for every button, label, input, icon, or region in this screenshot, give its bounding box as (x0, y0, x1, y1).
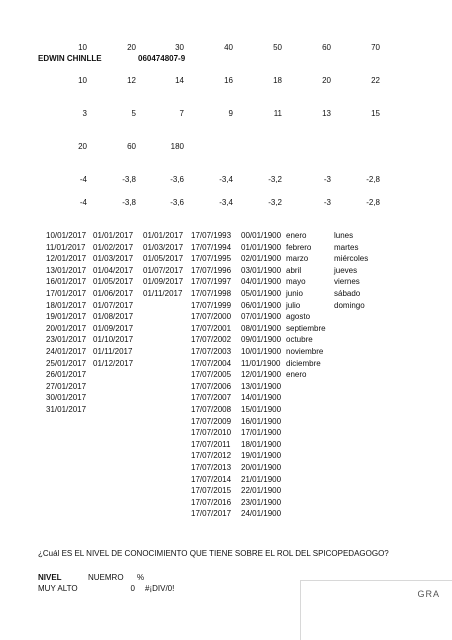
date-cell-col1: 19/01/2017 (46, 312, 87, 322)
date-cell-col5: 13/01/1900 (241, 381, 282, 391)
date-cell-col1: 20/01/2017 (46, 323, 87, 333)
top-number-cell: 70 (371, 43, 380, 52)
month-name: noviembre (286, 347, 324, 356)
number-cell: 20 (78, 142, 87, 151)
date-cell-col4: 17/07/2006 (191, 381, 232, 391)
top-number-cell: 50 (273, 43, 282, 52)
date-cell-col2: 01/07/2017 (93, 300, 134, 310)
month-name: diciembre (286, 358, 321, 368)
number-cell: -3,6 (170, 198, 184, 207)
date-cell-col4: 17/07/1996 (191, 265, 232, 275)
date-cell-col2: 01/03/2017 (93, 254, 134, 264)
date-cell-col1: 26/01/2017 (46, 370, 87, 380)
date-cell-col5: 19/01/1900 (241, 451, 282, 461)
number-cell: 9 (228, 109, 233, 118)
weekday-name: jueves (334, 265, 358, 275)
date-cell-col3: 01/03/2017 (143, 242, 184, 252)
date-cell-col1: 27/01/2017 (46, 381, 87, 391)
date-cell-col4: 17/07/2011 (191, 439, 231, 449)
date-cell-col4: 17/07/1998 (191, 289, 232, 298)
date-cell-col1: 18/01/2017 (46, 300, 87, 310)
date-cell-col4: 17/07/2002 (191, 335, 232, 345)
month-name: enero (286, 370, 307, 380)
month-name: julio (286, 300, 301, 310)
month-name: octubre (286, 335, 313, 345)
date-cell-col1: 17/01/2017 (46, 289, 87, 298)
date-cell-col1: 30/01/2017 (46, 393, 87, 403)
date-cell-col3: 01/01/2017 (143, 231, 184, 240)
date-cell-col5: 02/01/1900 (241, 254, 282, 264)
date-cell-col5: 05/01/1900 (241, 289, 282, 298)
number-cell: -2,8 (366, 198, 380, 207)
date-cell-col2: 01/08/2017 (93, 312, 134, 322)
date-cell-col4: 17/07/2012 (191, 451, 232, 461)
number-cell: -3,4 (219, 198, 233, 207)
date-cell-col4: 17/07/2008 (191, 405, 232, 414)
number-cell: 20 (322, 76, 331, 85)
date-cell-col2: 01/02/2017 (93, 242, 134, 252)
date-cell-col5: 06/01/1900 (241, 300, 282, 310)
date-cell-col4: 17/07/2001 (191, 323, 232, 333)
date-cell-col4: 17/07/2000 (191, 312, 232, 322)
date-cell-col2: 01/01/2017 (93, 231, 134, 240)
date-cell-col5: 01/01/1900 (241, 242, 282, 252)
number-cell: 18 (273, 76, 282, 85)
top-number-cell: 40 (224, 43, 233, 52)
number-cell: 16 (224, 76, 233, 85)
date-cell-col5: 22/01/1900 (241, 486, 282, 496)
date-cell-col5: 23/01/1900 (241, 497, 282, 507)
date-cell-col2: 01/10/2017 (93, 335, 134, 345)
weekday-name: viernes (334, 277, 360, 287)
date-cell-col1: 31/01/2017 (46, 405, 87, 414)
date-cell-col4: 17/07/2016 (191, 497, 232, 507)
date-cell-col1: 23/01/2017 (46, 335, 87, 345)
number-cell: -3,8 (122, 198, 136, 207)
date-cell-col4: 17/07/2005 (191, 370, 232, 380)
table-row-numero: 0 (130, 584, 135, 593)
month-name: febrero (286, 242, 312, 252)
date-cell-col4: 17/07/1993 (191, 231, 232, 240)
table-header-numero: NUEMRO (88, 573, 124, 582)
date-cell-col5: 09/01/1900 (241, 335, 282, 345)
date-cell-col4: 17/07/2014 (191, 474, 232, 484)
number-cell: 11 (273, 109, 282, 118)
chart-title: GRA (417, 589, 440, 599)
month-name: agosto (286, 312, 311, 322)
weekday-name: miércoles (334, 254, 369, 264)
date-cell-col5: 18/01/1900 (241, 439, 282, 449)
top-number-cell: 60 (322, 43, 331, 52)
date-cell-col1: 13/01/2017 (46, 265, 87, 275)
month-name: marzo (286, 254, 309, 264)
number-cell: 10 (78, 76, 87, 85)
number-cell: -3,6 (170, 175, 184, 184)
date-cell-col5: 10/01/1900 (241, 347, 282, 356)
date-cell-col1: 12/01/2017 (46, 254, 87, 264)
month-name: junio (286, 289, 303, 298)
top-number-cell: 10 (78, 43, 87, 52)
number-cell: 3 (82, 109, 87, 118)
date-cell-col5: 21/01/1900 (241, 474, 282, 484)
weekday-name: martes (334, 242, 359, 252)
date-cell-col4: 17/07/2013 (191, 463, 232, 472)
date-cell-col1: 24/01/2017 (46, 347, 87, 356)
date-cell-col5: 20/01/1900 (241, 463, 282, 472)
number-cell: -4 (79, 198, 87, 207)
date-cell-col4: 17/07/2017 (191, 509, 232, 519)
month-name: abril (286, 265, 302, 275)
date-cell-col5: 24/01/1900 (241, 509, 282, 519)
weekday-name: lunes (334, 231, 354, 240)
date-cell-col2: 01/06/2017 (93, 289, 134, 298)
date-cell-col4: 17/07/1994 (191, 242, 232, 252)
number-cell: 12 (127, 76, 136, 85)
number-cell: 14 (175, 76, 184, 85)
date-cell-col1: 10/01/2017 (46, 231, 87, 240)
weekday-name: sábado (334, 289, 361, 298)
number-cell: -3 (323, 175, 331, 184)
number-cell: 60 (127, 142, 136, 151)
date-cell-col3: 01/09/2017 (143, 277, 184, 287)
date-cell-col3: 01/05/2017 (143, 254, 184, 264)
date-cell-col2: 01/12/2017 (93, 358, 134, 368)
top-number-cell: 30 (175, 43, 184, 52)
date-cell-col1: 25/01/2017 (46, 358, 87, 368)
number-cell: 22 (371, 76, 380, 85)
number-cell: -3 (323, 198, 331, 207)
date-cell-col5: 00/01/1900 (241, 231, 282, 240)
number-cell: -3,2 (268, 175, 282, 184)
date-cell-col3: 01/11/2017 (143, 289, 183, 298)
weekday-name: domingo (334, 300, 365, 310)
number-cell: 15 (371, 109, 380, 118)
date-cell-col5: 12/01/1900 (241, 370, 282, 380)
number-cell: -4 (79, 175, 87, 184)
date-cell-col2: 01/05/2017 (93, 277, 134, 287)
survey-question: ¿Cuál ES EL NIVEL DE CONOCIMIENTO QUE TIENE SOBRE EL ROL DEL SPICOPEDAGOGO? (38, 549, 389, 558)
date-cell-col2: 01/11/2017 (93, 347, 133, 356)
date-cell-col5: 03/01/1900 (241, 265, 282, 275)
number-cell: -2,8 (366, 175, 380, 184)
date-cell-col5: 16/01/1900 (241, 416, 282, 426)
number-cell: -3,4 (219, 175, 233, 184)
table-header-pct: % (137, 573, 145, 582)
date-cell-col4: 17/07/1999 (191, 300, 232, 310)
month-name: mayo (286, 277, 306, 287)
date-cell-col5: 14/01/1900 (241, 393, 282, 403)
date-cell-col2: 01/09/2017 (93, 323, 134, 333)
date-cell-col5: 17/01/1900 (241, 428, 282, 438)
number-cell: -3,2 (268, 198, 282, 207)
number-cell: 7 (179, 109, 184, 118)
date-cell-col2: 01/04/2017 (93, 265, 134, 275)
table-row-pct: #¡DIV/0! (145, 584, 175, 593)
date-cell-col4: 17/07/2007 (191, 393, 232, 403)
date-cell-col1: 11/01/2017 (46, 242, 86, 252)
month-name: septiembre (286, 323, 326, 333)
month-name: enero (286, 231, 307, 240)
date-cell-col4: 17/07/2003 (191, 347, 232, 356)
date-cell-col4: 17/07/1997 (191, 277, 232, 287)
date-cell-col5: 07/01/1900 (241, 312, 282, 322)
top-number-cell: 20 (127, 43, 136, 52)
date-cell-col4: 17/07/2015 (191, 486, 232, 496)
number-cell: 13 (322, 109, 331, 118)
date-cell-col4: 17/07/1995 (191, 254, 232, 264)
table-header-nivel: NIVEL (38, 573, 62, 582)
date-cell-col5: 11/01/1900 (241, 358, 281, 368)
date-cell-col1: 16/01/2017 (46, 277, 87, 287)
date-cell-col5: 08/01/1900 (241, 323, 282, 333)
number-cell: 5 (131, 109, 136, 118)
id-number: 060474807-9 (138, 54, 186, 63)
person-name: EDWIN CHINLLE (38, 54, 102, 63)
date-cell-col4: 17/07/2010 (191, 428, 232, 438)
date-cell-col5: 04/01/1900 (241, 277, 282, 287)
chart-area[interactable] (300, 580, 452, 640)
number-cell: -3,8 (122, 175, 136, 184)
number-cell: 180 (170, 142, 184, 151)
date-cell-col3: 01/07/2017 (143, 265, 184, 275)
date-cell-col4: 17/07/2004 (191, 358, 232, 368)
date-cell-col5: 15/01/1900 (241, 405, 282, 414)
table-row-nivel: MUY ALTO (38, 584, 78, 593)
date-cell-col4: 17/07/2009 (191, 416, 232, 426)
